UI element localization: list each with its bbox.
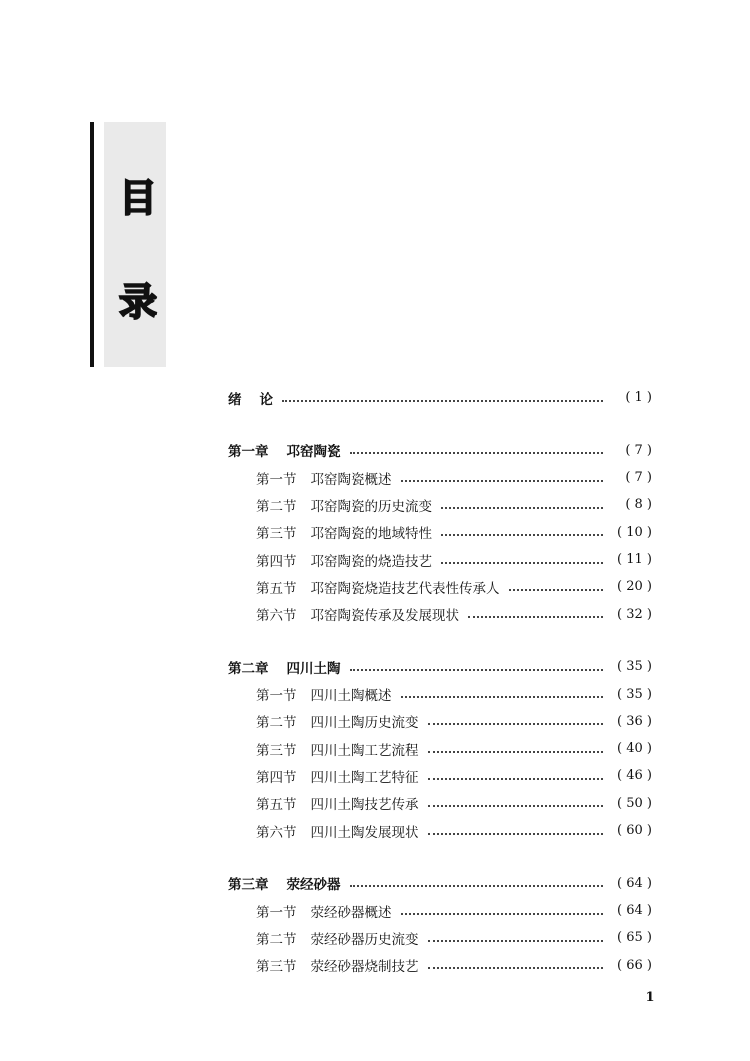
toc-entry-page: ( 36 ) xyxy=(617,713,652,729)
toc-dot-leader xyxy=(282,400,603,402)
toc-dot-leader xyxy=(428,940,604,942)
toc-entry-page: ( 40 ) xyxy=(617,741,652,757)
toc-section-entry[interactable] xyxy=(228,680,652,707)
toc-entry-number: 第一节 xyxy=(256,688,297,705)
toc-entry-title: 荥经砂器 xyxy=(286,877,341,894)
toc-chapter-entry[interactable] xyxy=(228,437,652,464)
toc-entry-number: 第三节 xyxy=(256,742,297,759)
toc-section-entry[interactable] xyxy=(228,491,652,518)
table-of-contents xyxy=(228,384,652,979)
toc-dot-leader xyxy=(350,452,604,454)
toc-entry-title: 荥经砂器历史流变 xyxy=(310,931,419,948)
toc-entry-number: 第四节 xyxy=(256,553,297,570)
toc-dot-leader xyxy=(401,480,604,482)
toc-entry-page: ( 35 ) xyxy=(617,686,652,702)
toc-section-entry[interactable] xyxy=(228,519,652,546)
toc-entry-number: 第五节 xyxy=(256,797,297,814)
toc-entry-title: 邛窑陶瓷的烧造技艺 xyxy=(310,553,432,570)
toc-dot-leader xyxy=(509,589,604,591)
toc-dot-leader xyxy=(468,616,603,618)
toc-section-entry[interactable] xyxy=(228,735,652,762)
toc-entry-page: ( 11 ) xyxy=(617,552,652,568)
toc-entry-title: 四川土陶历史流变 xyxy=(310,715,419,732)
toc-entry-page: ( 1 ) xyxy=(625,390,652,406)
toc-entry-title: 邛窑陶瓷的历史流变 xyxy=(310,498,432,515)
toc-entry-page: ( 7 ) xyxy=(625,470,652,486)
toc-dot-leader xyxy=(401,913,604,915)
toc-entry-page: ( 60 ) xyxy=(617,823,652,839)
toc-section-entry[interactable] xyxy=(228,790,652,817)
toc-entry-title: 邛窑陶瓷的地域特性 xyxy=(310,526,432,543)
title-char-lu: 录 xyxy=(118,280,157,324)
toc-entry-title: 四川土陶工艺特征 xyxy=(310,769,419,786)
toc-entry-number: 第三节 xyxy=(256,959,297,976)
toc-entry-page: ( 46 ) xyxy=(617,768,652,784)
toc-entry-page: ( 50 ) xyxy=(617,795,652,811)
toc-entry-title: 四川土陶发展现状 xyxy=(310,824,419,841)
toc-entry-number: 第一章 xyxy=(228,444,269,461)
toc-dot-leader xyxy=(441,562,603,564)
toc-entry-title: 论 xyxy=(259,391,273,408)
toc-dot-leader xyxy=(350,885,604,887)
toc-entry-page: ( 64 ) xyxy=(617,903,652,919)
toc-entry-page: ( 35 ) xyxy=(617,659,652,675)
toc-section-entry[interactable] xyxy=(228,708,652,735)
toc-entry-page: ( 20 ) xyxy=(617,579,652,595)
toc-dot-leader xyxy=(428,833,604,835)
toc-entry-number: 第二节 xyxy=(256,931,297,948)
toc-title-block xyxy=(90,122,166,367)
toc-section-entry[interactable] xyxy=(228,600,652,627)
toc-entry-number: 第二节 xyxy=(256,498,297,515)
toc-chapter-entry[interactable] xyxy=(228,384,652,411)
toc-dot-leader xyxy=(441,534,603,536)
toc-entry-number: 第二章 xyxy=(228,660,269,677)
toc-entry-page: ( 10 ) xyxy=(617,524,652,540)
toc-entry-page: ( 7 ) xyxy=(625,442,652,458)
title-vertical-rule xyxy=(90,122,94,367)
toc-section-entry[interactable] xyxy=(228,546,652,573)
toc-entry-title: 荥经砂器概述 xyxy=(310,904,392,921)
toc-section-entry[interactable] xyxy=(228,573,652,600)
toc-entry-number: 第二节 xyxy=(256,715,297,732)
toc-entry-title: 邛窑陶瓷传承及发展现状 xyxy=(310,608,459,625)
toc-section-entry[interactable] xyxy=(228,464,652,491)
toc-entry-page: ( 65 ) xyxy=(617,930,652,946)
toc-entry-number: 第六节 xyxy=(256,608,297,625)
toc-dot-leader xyxy=(428,751,604,753)
toc-chapter-entry[interactable] xyxy=(228,653,652,680)
toc-dot-leader xyxy=(401,696,604,698)
toc-dot-leader xyxy=(428,723,604,725)
toc-entry-number: 第一节 xyxy=(256,904,297,921)
toc-dot-leader xyxy=(428,778,604,780)
toc-dot-leader xyxy=(441,507,603,509)
toc-section-entry[interactable] xyxy=(228,762,652,789)
toc-dot-leader xyxy=(350,669,604,671)
toc-chapter-entry[interactable] xyxy=(228,870,652,897)
toc-entry-title: 荥经砂器烧制技艺 xyxy=(310,959,419,976)
toc-entry-title: 四川土陶概述 xyxy=(310,688,392,705)
toc-section-entry[interactable] xyxy=(228,817,652,844)
toc-entry-title: 邛窑陶瓷概述 xyxy=(310,471,392,488)
toc-section-entry[interactable] xyxy=(228,897,652,924)
toc-entry-page: ( 8 ) xyxy=(625,497,652,513)
toc-section-entry[interactable] xyxy=(228,924,652,951)
toc-entry-number: 第一节 xyxy=(256,471,297,488)
toc-entry-title: 四川土陶 xyxy=(286,660,341,677)
toc-entry-number: 第四节 xyxy=(256,769,297,786)
toc-entry-page: ( 66 ) xyxy=(617,957,652,973)
toc-section-entry[interactable] xyxy=(228,952,652,979)
toc-entry-page: ( 32 ) xyxy=(617,606,652,622)
page-number: 1 xyxy=(645,990,655,1005)
toc-entry-title: 四川土陶技艺传承 xyxy=(310,797,419,814)
toc-entry-number: 第六节 xyxy=(256,824,297,841)
toc-entry-title: 四川土陶工艺流程 xyxy=(310,742,419,759)
title-gray-panel xyxy=(104,122,166,367)
toc-entry-page: ( 64 ) xyxy=(617,875,652,891)
toc-entry-title: 邛窑陶瓷烧造技艺代表性传承人 xyxy=(310,580,500,597)
toc-dot-leader xyxy=(428,805,604,807)
toc-entry-number: 绪 xyxy=(228,391,242,408)
toc-entry-title: 邛窑陶瓷 xyxy=(286,444,341,461)
toc-dot-leader xyxy=(428,967,604,969)
toc-entry-number: 第五节 xyxy=(256,580,297,597)
toc-entry-number: 第三章 xyxy=(228,877,269,894)
toc-entry-number: 第三节 xyxy=(256,526,297,543)
title-char-mu: 目 xyxy=(118,176,157,220)
